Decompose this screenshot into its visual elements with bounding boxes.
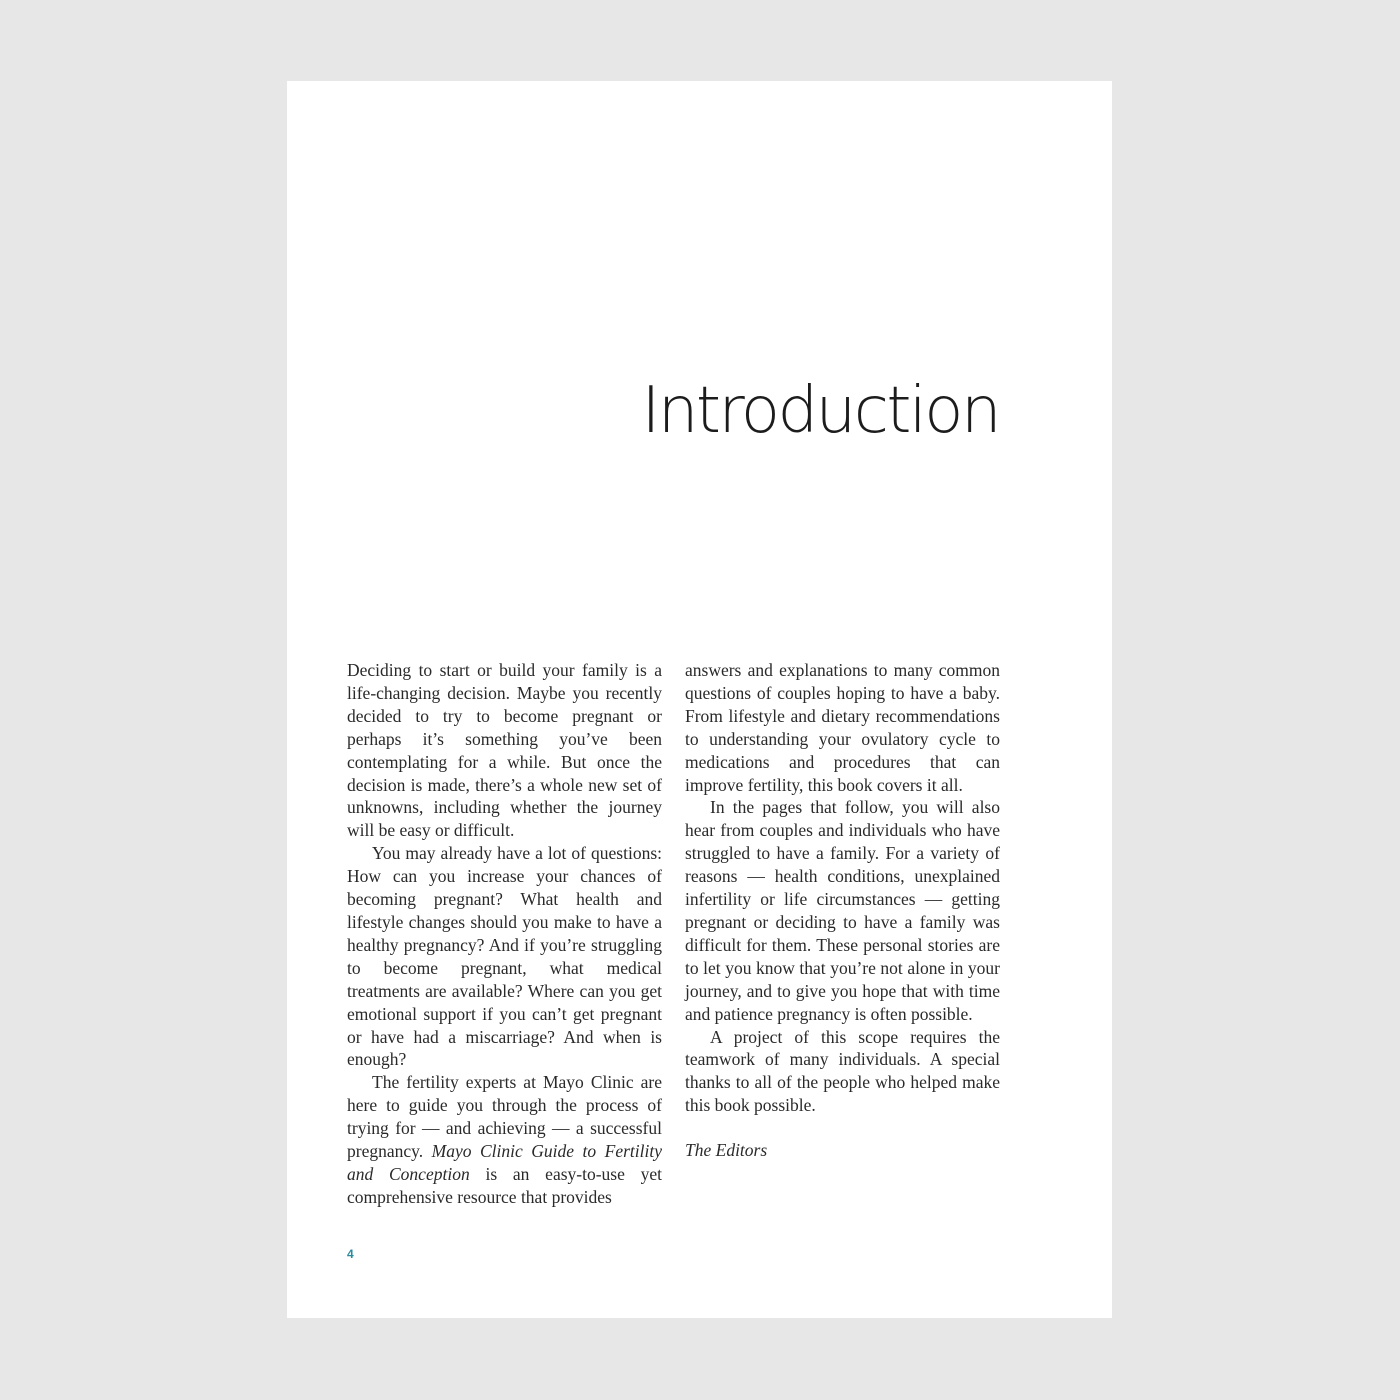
paragraph: Deciding to start or build your family is a life-changing decision. Maybe you recently decided to try to become pregnant or perhaps it’s something you’ve been contemplating for a while. But once the decision is made, there’s a whole new set of unknowns, including whether the journey will be easy or difficult. (347, 660, 662, 841)
left-text-column (347, 659, 662, 1209)
book-page (287, 81, 1112, 1318)
paragraph: You may already have a lot of questions: How can you increase your chances of becoming pregnant? What health and lifestyle changes should you make to have a healthy pregnancy? And if you’re struggling to become pregnant, what medical treatments are available? Where can you get emotional support if you can’t get pregnant or have had a miscarriage? And when is enough? (347, 843, 662, 1070)
paragraph (347, 1071, 662, 1208)
signature: The Editors (685, 1140, 768, 1161)
page-title: Introduction (641, 374, 999, 448)
paragraph: In the pages that follow, you will also hear from couples and individuals who have struggled to have a family. For a variety of reasons — health conditions, unexplained infertility or life circumstances — getting pregnant or deciding to have a family was difficult for them. These personal stories are to let you know that you’re not alone in your journey, and to give you hope that with time and patience pregnancy is often possible. (685, 797, 1000, 1024)
paragraph: answers and explanations to many common questions of couples hoping to have a baby. From lifestyle and dietary recommendations to understanding your ovulatory cycle to medications and procedures that can improve fertility, this book covers it all. (685, 660, 1000, 795)
paragraph: A project of this scope requires the teamwork of many individuals. A special thanks to all of the people who helped make this book possible. (685, 1026, 1000, 1116)
paragraph-text: is an easy-to-use yet comprehensive resource that provides (347, 1163, 662, 1207)
right-text-column (685, 659, 1000, 1162)
page-number: 4 (347, 1247, 354, 1261)
book-title: Mayo Clinic Guide to Fertility and Conception (347, 1141, 662, 1184)
paragraph-text: The fertility experts at Mayo Clinic are here to guide you through the process of trying for — and achieving — a successful pregnancy. (347, 1072, 662, 1162)
